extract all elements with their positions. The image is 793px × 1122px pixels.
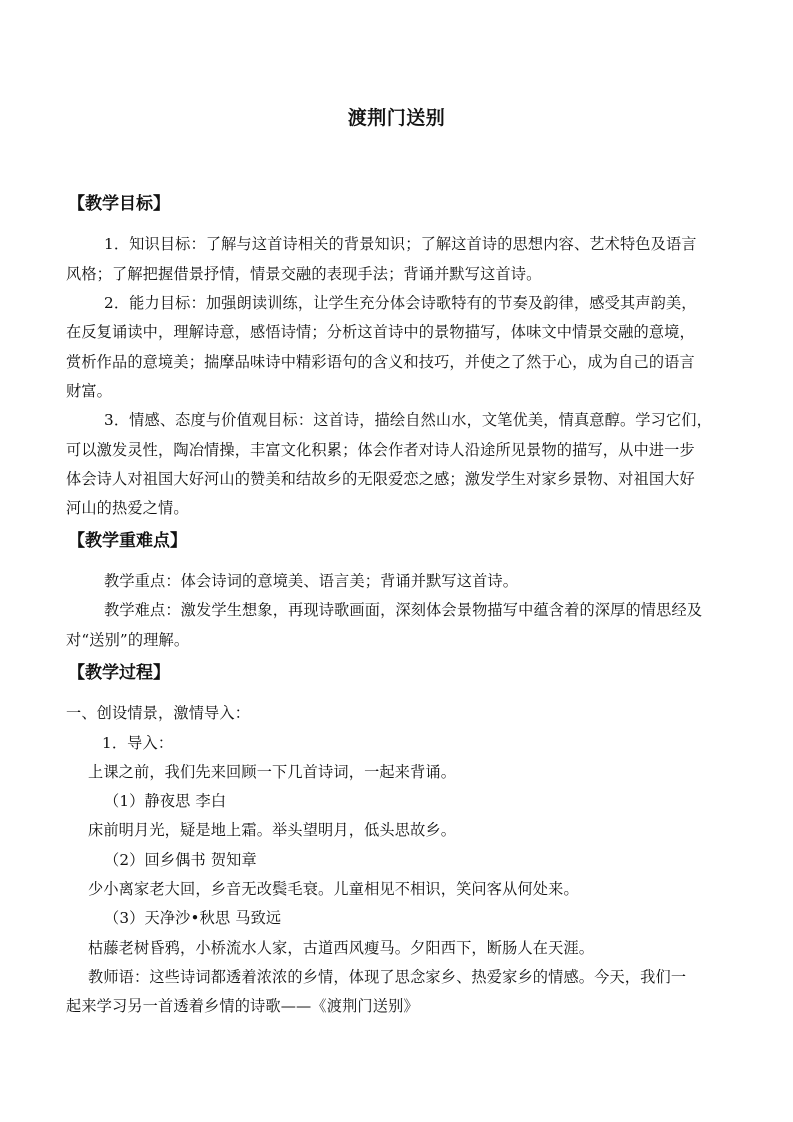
goal-emotion-line-1: 3．情感、态度与价值观目标：这首诗，描绘自然山水，文笔优美，情真意醇。学习它们， [104,411,712,429]
heading-teaching-goals: 【教学目标】 [68,194,170,214]
goal-ability-line-3: 赏析作品的意境美；揣摩品味诗中精彩语句的含义和技巧，并使之了然于心，成为自己的语言 [66,353,695,371]
goal-emotion-line-4: 河山的热爱之情。 [66,499,189,517]
poem-2-title: （2）回乡偶书 贺知章 [104,851,257,869]
poem-3-text: 枯藤老树昏鸦，小桥流水人家，古道西风瘦马。夕阳西下，断肠人在天涯。 [88,939,595,957]
process-intro-line: 上课之前，我们先来回顾一下几首诗词，一起来背诵。 [88,763,457,781]
goal-emotion-line-2: 可以激发灵性，陶冶情操，丰富文化积累；体会作者对诗人沿途所见景物的描写，从中进一步 [66,441,695,459]
teacher-speech-line-1: 教师语：这些诗词都透着浓浓的乡情，体现了思念家乡、热爱家乡的情感。今天，我们一 [88,968,687,986]
poem-1-title: （1）静夜思 李白 [104,792,227,810]
teaching-focus-line: 教学重点：体会诗词的意境美、语言美；背诵并默写这首诗。 [104,572,519,590]
goal-ability-line-1: 2．能力目标：加强朗读训练，让学生充分体会诗歌特有的节奏及韵律，感受其声韵美， [104,294,697,312]
poem-3-title: （3）天净沙•秋思 马致远 [104,909,282,927]
goal-emotion-line-3: 体会诗人对祖国大好河山的赞美和结故乡的无限爱恋之感；激发学生对家乡景物、对祖国大好 [66,470,695,488]
teacher-speech-line-2: 起来学习另一首透着乡情的诗歌——《渡荆门送别》 [66,997,419,1015]
goal-ability-line-2: 在反复诵读中，理解诗意，感悟诗情；分析这首诗中的景物描写，体味文中情景交融的意境， [66,323,695,341]
goal-knowledge-line-1: 1．知识目标：了解与这首诗相关的背景知识；了解这首诗的思想内容、艺术特色及语言 [104,235,697,253]
teaching-difficulty-line-1: 教学难点：激发学生想象，再现诗歌画面，深刻体会景物描写中蕴含着的深厚的情思经及 [104,601,703,619]
teaching-difficulty-line-2: 对“送别”的理解。 [66,631,190,649]
poem-2-text: 少小离家老大回，乡音无改鬓毛衰。儿童相见不相识，笑问客从何处来。 [88,880,579,898]
goal-ability-line-4: 财富。 [66,382,113,400]
heading-teaching-process: 【教学过程】 [68,663,170,683]
goal-knowledge-line-2: 风格；了解把握借景抒情，情景交融的表现手法；背诵并默写这首诗。 [66,265,542,283]
poem-1-text: 床前明月光，疑是地上霜。举头望明月，低头思故乡。 [88,821,457,839]
document-title: 渡荆门送别 [347,107,446,129]
process-step-1: 一、创设情景，激情导入： [66,704,251,722]
process-sub-1: 1．导入： [102,734,174,752]
heading-key-difficult-points: 【教学重难点】 [68,531,187,551]
